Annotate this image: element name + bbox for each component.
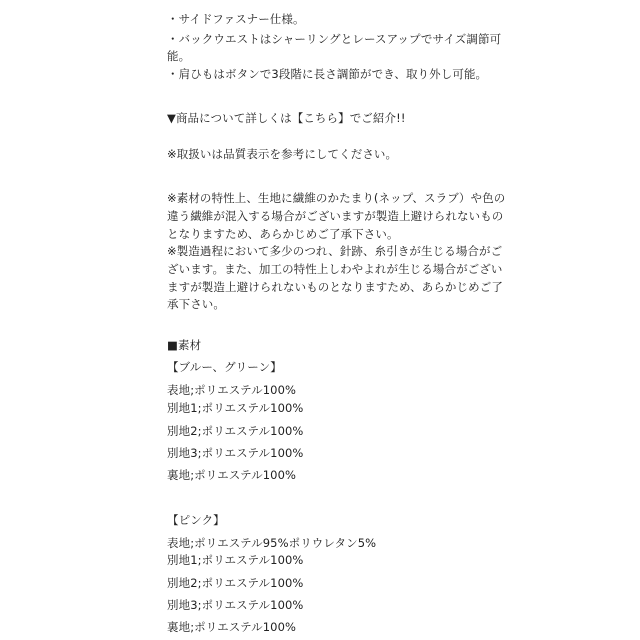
material-row: 別地2;ポリエステル100% [167, 576, 304, 590]
note-line: ※素材の特性上、生地に繊維のかたまり(ネップ、スラブ）や色の [167, 191, 506, 205]
care-note: ※取扱いは品質表示を参考にしてください。 [167, 147, 398, 161]
material-row: 表地;ポリエステル95%ポリウレタン5% [167, 536, 377, 550]
feature-line: ・サイドファスナー仕様。 [167, 12, 305, 26]
variant-name: 【ブルー、グリーン】 [167, 360, 282, 374]
feature-line: 能。 [167, 49, 191, 63]
feature-line: ・肩ひもはボタンで3段階に長さ調節ができ、取り外し可能。 [167, 67, 488, 81]
note-line: ※製造過程において多少のつれ、針跡、糸引きが生じる場合がご [167, 244, 503, 258]
material-row: 別地1;ポリエステル100% [167, 553, 304, 567]
material-row: 表地;ポリエステル100% [167, 383, 297, 397]
variant-name: 【ピンク】 [167, 513, 225, 527]
note-line: となりますため、あらかじめご了承下さい。 [167, 227, 399, 241]
note-line: ざいます。また、加工の特性上しわやよれが生じる場合がござい [167, 262, 503, 276]
details-link[interactable]: ▼商品について詳しくは【こちら】でご紹介!! [167, 111, 406, 125]
material-row: 別地3;ポリエステル100% [167, 598, 304, 612]
note-line: 違う繊維が混入する場合がございますが製造上避けられないもの [167, 209, 504, 223]
material-row: 裏地;ポリエステル100% [167, 620, 297, 634]
note-line: 承下さい。 [167, 297, 225, 311]
note-line: ますが製造上避けられないものとなりますため、あらかじめご了 [167, 280, 503, 294]
material-row: 別地1;ポリエステル100% [167, 401, 304, 415]
material-row: 裏地;ポリエステル100% [167, 468, 297, 482]
material-row: 別地2;ポリエステル100% [167, 424, 304, 438]
material-heading: ■素材 [167, 338, 202, 352]
feature-line: ・バックウエストはシャーリングとレースアップでサイズ調節可 [167, 32, 502, 46]
material-row: 別地3;ポリエステル100% [167, 446, 304, 460]
